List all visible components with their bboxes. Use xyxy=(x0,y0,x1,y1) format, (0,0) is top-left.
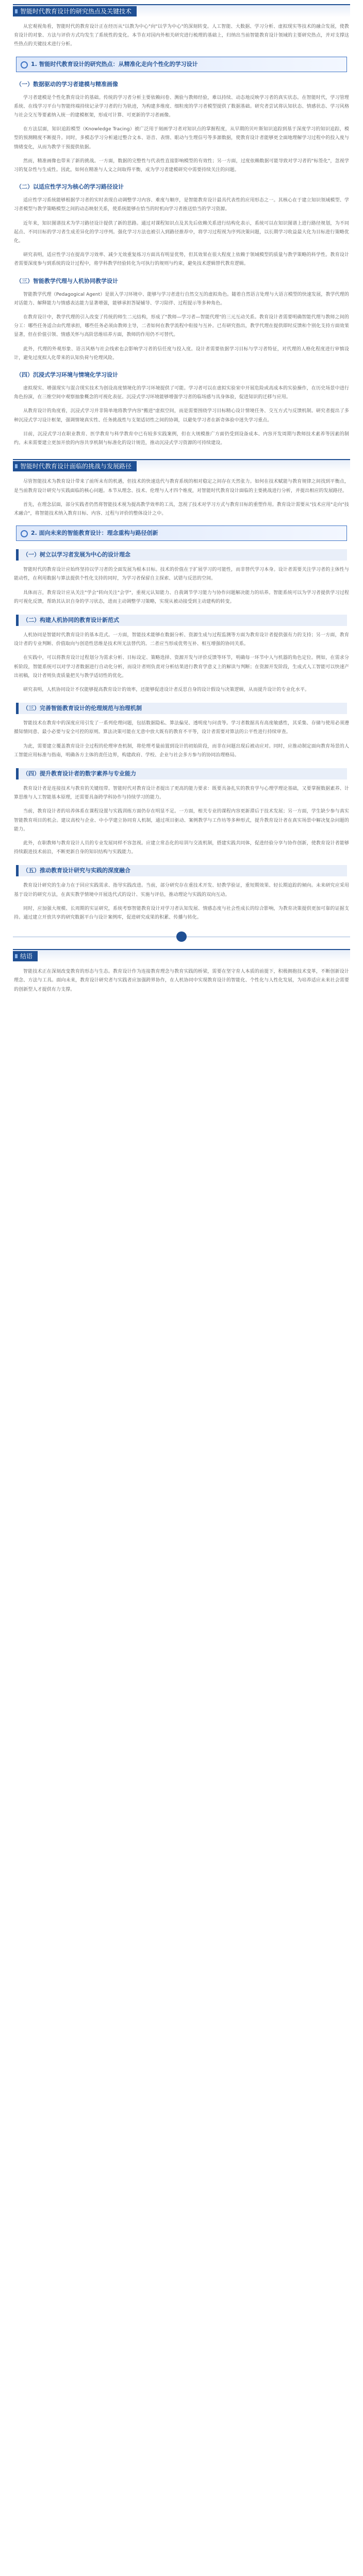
section-2-tag: 智能时代教育设计面临的挑战与发展路径 xyxy=(13,461,137,471)
paragraph: 尽管智能技术为教育设计带来了前所未有的机遇，但技术的快速迭代与教育系统的相对稳定之间存在天然张力。如何在技术赋能与教育规律之间找到平衡点，是当前教育设计研究与实践面临的核心问题。本节从理念、技术、伦理与人才四个维度，对智能时代教育设计面临的主要挑战进行分析，并提出相应的发展路径。 xyxy=(14,479,349,494)
subheading: （三）完善智能教育设计的伦理规范与治理机制 xyxy=(16,703,347,714)
paragraph: 为此，需要建立覆盖教育设计全过程的伦理审查机制，将伦理考量前置到设计的初始阶段，而非在问题出现后被动应对。同时，应推动制定面向教育场景的人工智能应用标准与指南，明确各方主体的责任边界，构建政府、学校、企业与社会多方参与的协同治理格局。 xyxy=(14,743,349,758)
section-1-header xyxy=(13,4,350,18)
section-3-header xyxy=(13,949,350,962)
paragraph: 人机协同是智能时代教育设计的基本范式。一方面，智能技术能够在数据分析、资源生成与过程监测等方面为教育设计者提供强有力的支持；另一方面，教育设计者的专业判断、价值取向与创造性思维是技术所无法替代的。二者应当形成优势互补、相互增强的协同关系。 xyxy=(14,632,349,647)
paragraph: 在实践中，可以将教育设计过程划分为需求分析、目标设定、策略选择、资源开发与评价反馈等环节，明确每一环节中人与机器的角色定位。例如，在需求分析阶段，智能系统可以对学习者数据进行自动化分析，而设计者则负责对分析结果进行教育学意义上的解读与判断；在资源开发阶段，生成式人工智能可以快速产出初稿，设计者则负责质量把关与教学适切性的优化。 xyxy=(14,655,349,679)
paragraph: 目前，沉浸式学习在职业教育、医学教育与科学教育中已有较多实践案例，但在大规模推广方面仍受到设备成本、内容开发周期与教师技术素养等因素的制约。未来需要建立更加开放的内容共享机制与标准化的设计规范，推动沉浸式学习资源的可持续建设。 xyxy=(14,431,349,446)
paragraph: 近年来，知识图谱技术为学习路径设计提供了新的思路。通过对课程知识点及其先后依赖关系进行结构化表示，系统可以在知识图谱上进行路径规划，为不同起点、不同目标的学习者生成差异化的学习序列。强化学习方法也被引入到路径推荐中，将学习过程视为序列决策问题，以长期学习收益最大化为目标进行策略优化。 xyxy=(14,221,349,244)
subheading: （四）沉浸式学习环境与情境化学习设计 xyxy=(16,371,118,379)
section-2-header xyxy=(13,459,350,472)
subheading: （三）智能教学代理与人机协同教学设计 xyxy=(16,277,118,284)
paragraph: 教育设计者是连接技术与教育的关键纽带。智能时代对教育设计者提出了更高的能力要求：既要具备扎实的教育学与心理学理论基础，又要掌握数据素养、计算思维与人工智能基本原理，还需要具备跨学科协作与持续学习的能力。 xyxy=(14,786,349,801)
paragraph: 然而，精准画像也带来了新的挑战。一方面，数据的完整性与代表性直接影响模型的有效性；另一方面，过度依赖数据可能导致对学习者的"标签化"，忽视学习的复杂性与生成性。因此，如何在精准与人文之间取得平衡，成为学习者建模研究中需要持续关注的问题。 xyxy=(14,158,349,173)
paragraph: 教育设计研究的生命力在于回应实践需求、指导实践改进。当前，部分研究存在重技术开发、轻教学验证，重短期效果、轻长期追踪的倾向。未来研究应采用基于设计的研究方法，在真实教学情境中开展迭代式的设计、实施与评估，推动理论与实践的双向互动。 xyxy=(14,883,349,897)
subheading: （二）以适应性学习为核心的学习路径设计 xyxy=(16,183,124,191)
section-1-banner: 1. 智能时代教育设计的研究热点：从精准化走向个性化的学习设计 xyxy=(16,57,347,72)
subheading: （五）推动教育设计研究与实践的深度融合 xyxy=(16,865,347,876)
divider-dot-icon xyxy=(176,931,187,942)
paragraph: 智能教学代理（Pedagogical Agent）是嵌入学习环境中、能够与学习者进行自然交互的虚拟角色。随着自然语言处理与大语言模型的快速发展，教学代理的对话能力、解释能力与情感表达能力显著增强，能够承担答疑辅导、学习陪伴、过程提示等多种角色。 xyxy=(14,292,349,306)
paragraph: 在教育设计中，教学代理的引入改变了传统的师生二元结构，形成了"教师—学习者—智能代理"的三元互动关系。教育设计者需要明确智能代理与教师之间的分工：哪些任务适合由代理承担，哪些任务必须由教师主导，二者如何在教学流程中衔接与互补。已有研究指出，教学代理在提供即时反馈和个别化支持方面效果显著，但在价值引领、情感关怀与高阶思维培养方面，教师的作用仍不可替代。 xyxy=(14,315,349,338)
subheading: （一）数据驱动的学习者建模与精准画像 xyxy=(16,80,118,88)
paragraph: 从教育设计的角度看，沉浸式学习并非简单地将教学内容"搬进"虚拟空间，而是需要围绕学习目标精心设计情境任务、交互方式与反馈机制。研究者提出了多种沉浸式学习设计框架，强调情境真实性、任务挑战性与支架适切性之间的协调，以避免学习者在新奇体验中迷失学习重点。 xyxy=(14,409,349,423)
paragraph: 同时，应加强大规模、长周期的实证研究，系统考察智能教育设计对学习者认知发展、情感态度与社会性成长的综合影响，为教育决策提供更加可靠的证据支持。通过建立开放共享的研究数据平台与设计案例库，促进研究成果的积累、传播与转化。 xyxy=(14,906,349,920)
subheading: （一）树立以学习者发展为中心的设计理念 xyxy=(16,549,347,561)
subheading: （四）提升教育设计者的数字素养与专业能力 xyxy=(16,768,347,779)
paragraph: 智能技术正在深刻改变教育的形态与生态。教育设计作为连接教育理念与教育实践的桥梁，需要在坚守育人本质的前提下，积极拥抱技术变革，不断创新设计理念、方法与工具。面向未来，教育设计研究者与实践者应加强跨界协作，在人机协同中实现教育设计的智能化、个性化与人性化发展，为培养适应未来社会需要的创新型人才提供有力支撑。 xyxy=(14,969,349,992)
section-3-tag: 结语 xyxy=(13,951,38,961)
paragraph: 此外，在职教师与教育设计人员的专业发展同样不容忽视。应建立常态化的培训与交流机制，搭建实践共同体，促进经验分享与协作创新，使教育设计者能够持续跟进技术前沿，不断更新自身的知识结构与实践能力。 xyxy=(14,840,349,855)
paragraph: 虚拟现实、增强现实与混合现实技术为创设高度情境化的学习环境提供了可能。学习者可以在虚拟实验室中开展危险或高成本的实验操作，在历史场景中进行角色扮演，在三维空间中观察抽象概念的可视化表征。沉浸式学习环境能够增强学习者的临场感与具身体验，促进知识的迁移与应用。 xyxy=(14,386,349,400)
paragraph: 在方法层面，知识追踪模型（Knowledge Tracing）被广泛用于刻画学习者对知识点的掌握程度，从早期的贝叶斯知识追踪到基于深度学习的知识追踪，模型的预测精度不断提升。同时，多模态学习分析通过整合文本、语音、表情、眼动与生理信号等多源数据，使教育设计者能够更全面地理解学习过程中的投入度与情绪变化，从而为教学干预提供依据。 xyxy=(14,127,349,150)
section-2-banner: 2. 面向未来的智能教育设计：理念重构与路径创新 xyxy=(16,526,347,541)
paragraph: 研究表明，适应性学习在提高学习效率、减少无效重复练习方面具有明显优势，但其效果在很大程度上依赖于领域模型的质量与教学策略的科学性。教育设计者需要深度参与到系统的设计过程中，将学科教学经验转化为可执行的规则与约束，避免技术逻辑替代教育逻辑。 xyxy=(14,252,349,267)
paragraph: 研究表明，人机协同设计不仅能够提高教育设计的效率，还能够促进设计者反思自身的设计假设与决策逻辑，从而提升设计的专业化水平。 xyxy=(23,687,310,692)
article xyxy=(13,0,350,2576)
paragraph: 当前，教育设计者的培养体系在课程设置与实践训练方面仍存在明显不足。一方面，相关专业的课程内容更新滞后于技术发展；另一方面，学生缺少参与真实智能教育项目的机会。建议高校与企业、中小学建立协同育人机制，通过项目驱动、案例教学与工作坊等多种形式，提升教育设计者在真实场景中解决复杂问题的能力。 xyxy=(14,809,349,832)
paragraph: 首先，在理念层面，部分实践者仍然将智能技术视为提高教学效率的工具，忽视了技术对学习方式与教育目标的重塑作用。教育设计需要从"技术应用"走向"技术融合"，将智能技术纳入教育目标、内容、过程与评价的整体设计之中。 xyxy=(14,502,349,516)
paragraph: 从宏观视角看，智能时代的教育设计正在经历从"以教为中心"向"以学为中心"的深刻转变。人工智能、大数据、学习分析、虚拟现实等技术的融合发展，使教育设计的对象、方法与评价方式均发生了系统性的变化。本节在对国内外相关研究进行梳理的基础上，归纳出当前智能教育设计领域的主要研究热点，并对支撑这些热点的关键技术进行分析。 xyxy=(14,24,349,47)
paragraph: 此外，代理的外观形象、语言风格与社会线索也会影响学习者的信任度与投入度。设计者需要依据学习目标与学习者特征，对代理的人格化程度进行审慎设计，避免过度拟人化带来的认知负荷与伦理风险。 xyxy=(14,346,349,361)
paragraph: 适应性学习系统能够根据学习者的实时表现自动调整学习内容、难度与顺序，是智能教育设计最具代表性的应用形态之一。其核心在于建立知识领域模型、学习者模型与教学策略模型之间的动态映射关系，使系统能够在恰当的时机向学习者推送恰当的学习资源。 xyxy=(14,198,349,212)
paragraph: 具体而言，教育设计应从关注"学会"转向关注"会学"，重视元认知能力、自我调节学习能力与协作问题解决能力的培养。智能系统可以为学习者提供学习过程的可视化反馈，帮助其认识自身的学习状态，进而主动调整学习策略，实现从被动接受到主动建构的转变。 xyxy=(14,590,349,604)
section-1-tag: 智能时代教育设计的研究热点及关键技术 xyxy=(13,6,137,16)
paragraph: 智能技术在教育中的深度应用引发了一系列伦理问题，包括数据隐私、算法偏见、透明度与问责等。学习者数据具有高度敏感性，其采集、存储与使用必须遵循知情同意、最小必要与安全可控的原则。算法决策可能在无意中放大既有的教育不平等，设计者需要对算法的公平性进行持续审查。 xyxy=(14,721,349,735)
subheading: （二）构建人机协同的教育设计新范式 xyxy=(16,615,347,626)
paragraph: 智能时代的教育设计应始终坚持以学习者的全面发展为根本目标。技术的价值在于扩展学习的可能性，而非替代学习本身。设计者需要关注学习者的主体性与能动性，在利用数据与算法提供个性化支持的同时，为学习者保留自主探索、试错与反思的空间。 xyxy=(14,567,349,582)
divider xyxy=(13,929,350,945)
paragraph: 学习者建模是个性化教育设计的基础。传统的学习者分析主要依赖问卷、测验与教师经验，难以持续、动态地反映学习者的真实状态。在智能时代，学习管理系统、在线学习平台与智能终端持续记录学习者的行为轨迹，为构建多维度、细粒度的学习者模型提供了数据基础。研究者尝试将认知状态、情感状态、学习风格与社会交互等要素纳入统一的建模框架，形成可计算、可更新的学习者画像。 xyxy=(14,95,349,118)
